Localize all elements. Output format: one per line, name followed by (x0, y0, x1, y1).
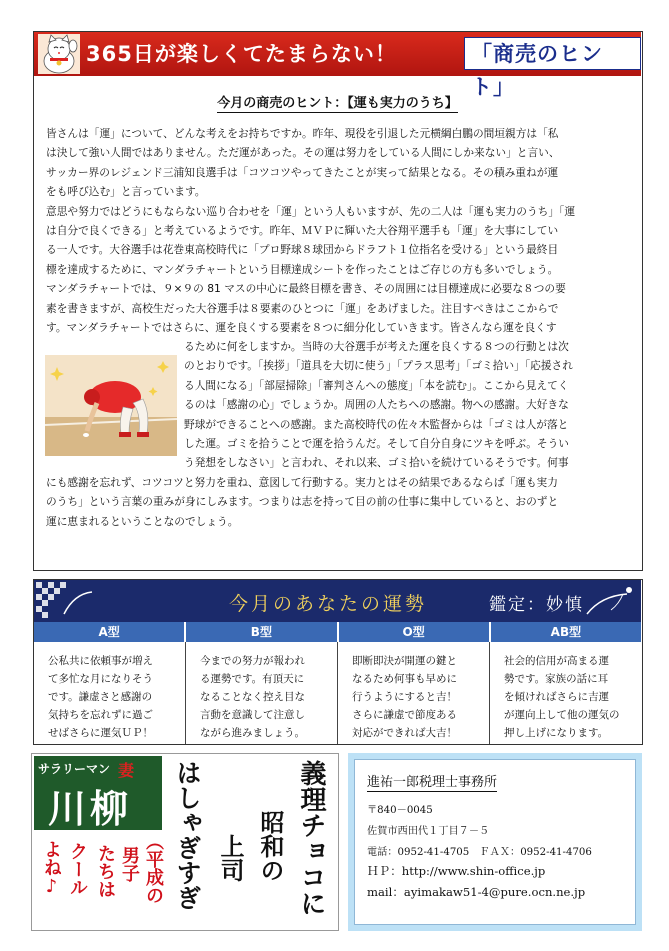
article-line: 意思や努力ではどうにもならない巡り合わせを「運」という人もいますが、先の二人は「運も実力のうち」「運 (46, 204, 576, 218)
article-line: は自分で良くできる」と考えているようです。昨年、ＭＶＰに輝いた大谷翔平選手も「運」を大事にしてい (46, 223, 559, 237)
article-body-top (46, 124, 630, 337)
senryu-verse-line (42, 840, 66, 901)
fortune-columns (34, 642, 641, 744)
fortune-text: せばさらに運気ＵＰ！ (48, 727, 153, 739)
article-line: 運に恵まれるということなのでしょう。 (46, 514, 239, 528)
fortune-text: 社会的信用が高まる運 (504, 655, 609, 667)
banner-badge: 「商売のヒント」 (464, 37, 641, 70)
senryu-text: 上司 (216, 834, 245, 882)
fortune-text: 押し上げになります。 (504, 727, 609, 739)
senryu-logo (34, 756, 162, 830)
fortune-text: 対応ができれば大吉！ (352, 727, 457, 739)
article-line: は決して強い人間ではありません。ただ運があった。その運は努力をしている人間にしか来ない」と言い、 (46, 146, 560, 160)
article-line: るために何をしますか。当時の大谷選手が考えた運を良くする８つの行動とは次 (184, 340, 569, 353)
fortune-text: 行うようにすると吉！ (352, 691, 457, 703)
article-section (33, 31, 643, 571)
fortune-reader: 鑑定：妙慎 (489, 595, 584, 615)
article-line: す。マンダラチャートではさらに、運を良くする要素を８つに細分化していきます。皆さんなら運を良くす (46, 320, 557, 334)
office-address: 佐賀市西田代１丁目７－５ (367, 826, 490, 837)
article-line: 野球ができることへの感謝。また高校時代の佐々木監督からは「ゴミは人が落と (184, 417, 569, 431)
article-line: のうち」という言葉の重みが身にしみます。つまりは志を持って目の前の仕事に集中していると、おのずと (46, 495, 559, 509)
senryu-verse-line (96, 844, 120, 902)
fortune-text: 気持ちを忘れずに過ご (48, 709, 153, 721)
senryu-text: はしゃぎすぎ (173, 760, 202, 910)
fortune-text: ながら進みましょう。 (200, 727, 305, 739)
fortune-text: さらに謙虚で節度ある (352, 709, 457, 721)
article-line: のとおりです。「挨拶」「道具を大切に使う」「プラス思考」「ゴミ拾い」「応援され (184, 359, 573, 373)
header-banner (34, 32, 641, 99)
fortune-b (186, 642, 338, 744)
fortune-text: 今までの努力が報われ (200, 655, 305, 667)
senryu-text: 義理チョコに (296, 760, 326, 916)
senryu-text: クール (67, 842, 88, 896)
banner-title: 365日が楽しくてたまらない！ (86, 42, 397, 66)
office-phone: 電話：0952-41-4705 ＦＡＸ：0952-41-4706 (367, 847, 592, 858)
senryu-logo-title: 川柳 (48, 786, 133, 831)
senryu-logo-subtitle: サラリーマン (38, 762, 111, 776)
fortune-text: 公私共に依頼事が増え (48, 655, 153, 667)
article-line: 皆さんは「運」について、どんな考えをお持ちですか。昨年、現役を引退した元横綱白鵬の間垣親方は「私 (46, 127, 559, 140)
article-line: サッカー界のレジェンド三浦知良選手は「コツコツやってきたことが実って結果となる。その積み重ねが運 (46, 165, 559, 179)
fortune-text: る運勢です。有頂天に (200, 673, 305, 685)
article-line: るのは「感謝の心」でしょうか。周囲の人たちへの感謝。物への感謝。大好きな (184, 398, 569, 412)
senryu-verse-line (258, 810, 294, 886)
senryu-logo-accent: 妻 (118, 761, 135, 780)
blood-type-o-label: O型 (339, 622, 491, 642)
senryu-verse-line (68, 842, 92, 900)
fortune-header (34, 580, 641, 622)
fortune-text: 即断即決が開運の鍵と (352, 655, 457, 667)
senryu-verse-line (120, 846, 144, 886)
senryu-text: （平成の (143, 832, 164, 904)
article-line: にも感謝を忘れず、コツコツと努力を重ね、意図して行動する。実力とはその結果であるならば「運も実力 (46, 476, 558, 489)
article-heading-text: 今月の商売のヒント：【運も実力のうち】 (217, 96, 458, 111)
ornament-icon (34, 580, 94, 622)
fortune-a (34, 642, 186, 744)
article-line: う発想をしなさい」と言われ、それ以来、ゴミ拾いを続けているそうです。何事 (184, 456, 569, 470)
fortune-text: 言動を意識して注意し (200, 709, 305, 721)
senryu-verse-line (218, 834, 254, 886)
senryu-verse-line (298, 760, 334, 921)
fortune-title: 今月のあなたの運勢 (229, 593, 428, 615)
senryu-section (31, 753, 339, 931)
office-email[interactable]: mail：ayimakaw51-4@pure.ocn.ne.jp (367, 885, 586, 899)
article-line: をも呼び込む」と言っています。 (46, 185, 206, 199)
article-body-end (46, 473, 630, 531)
blood-type-b-label: B型 (186, 622, 338, 642)
office-card (348, 753, 642, 931)
blood-type-tabs (34, 622, 641, 642)
article-line: る一人です。大谷選手は花巻東高校時代に「プロ野球８球団からドラフト１位指名を受ける」という最終目 (46, 243, 559, 257)
senryu-text: たちは (95, 844, 116, 898)
fortune-ab (490, 642, 641, 744)
office-postal: 〒840－0045 (367, 805, 433, 816)
article-line: 標を達成するために、マンダラチャートという目標達成シートを作ったことはご存じの方も多いでしょう。 (46, 262, 559, 276)
blood-type-a-label: A型 (34, 622, 186, 642)
blood-type-ab-label: AB型 (491, 622, 641, 642)
article-line: マンダラチャートでは、９×９の 81 マスの中心に最終目標を書き、その周囲には目標達成に必要な８つの要 (46, 282, 566, 296)
article-line: る人間になる」「部屋掃除」「審判さんへの態度」「本を読む」。ここから見えてく (184, 378, 569, 392)
fortune-text: を傾ければさらに吉運 (504, 691, 609, 703)
fortune-text: なることなく控え目な (200, 691, 305, 703)
fortune-text: が運向上して他の運気の (504, 709, 620, 721)
article-heading (34, 92, 641, 111)
baseball-player-illustration (45, 355, 177, 456)
senryu-text: 男子 (119, 846, 140, 882)
senryu-verse-line (144, 832, 170, 908)
senryu-verse-line (175, 760, 211, 914)
fortune-text: です。謙虚さと感謝の (48, 691, 153, 703)
fortune-o (338, 642, 490, 744)
fortune-section (33, 579, 643, 745)
article-line: した運。ゴミを拾うことで運を拾うんだ。そして自分自身にツキを呼ぶ。そうい (184, 436, 569, 450)
article-line: 素を書きますが、高校生だった大谷選手は８要素のひとつに「運」をあげました。注目すべきはここからで (46, 301, 559, 315)
fortune-text: て多忙な月になりそう (48, 673, 153, 685)
fortune-text: なるため何事も早めに (352, 673, 457, 685)
article-body-wrap (184, 337, 632, 473)
office-card-inner (354, 759, 636, 925)
lucky-cat-icon (38, 34, 80, 74)
senryu-text: 昭和の (256, 810, 285, 882)
office-name: 進祐一郎税理士事務所 (367, 771, 497, 792)
fortune-text: 勢です。家族の話に耳 (504, 673, 609, 685)
ornament-icon (581, 580, 641, 622)
office-website[interactable]: ＨＰ：http://www.shin-office.jp (367, 864, 546, 878)
senryu-text: よね♪ (41, 840, 62, 897)
